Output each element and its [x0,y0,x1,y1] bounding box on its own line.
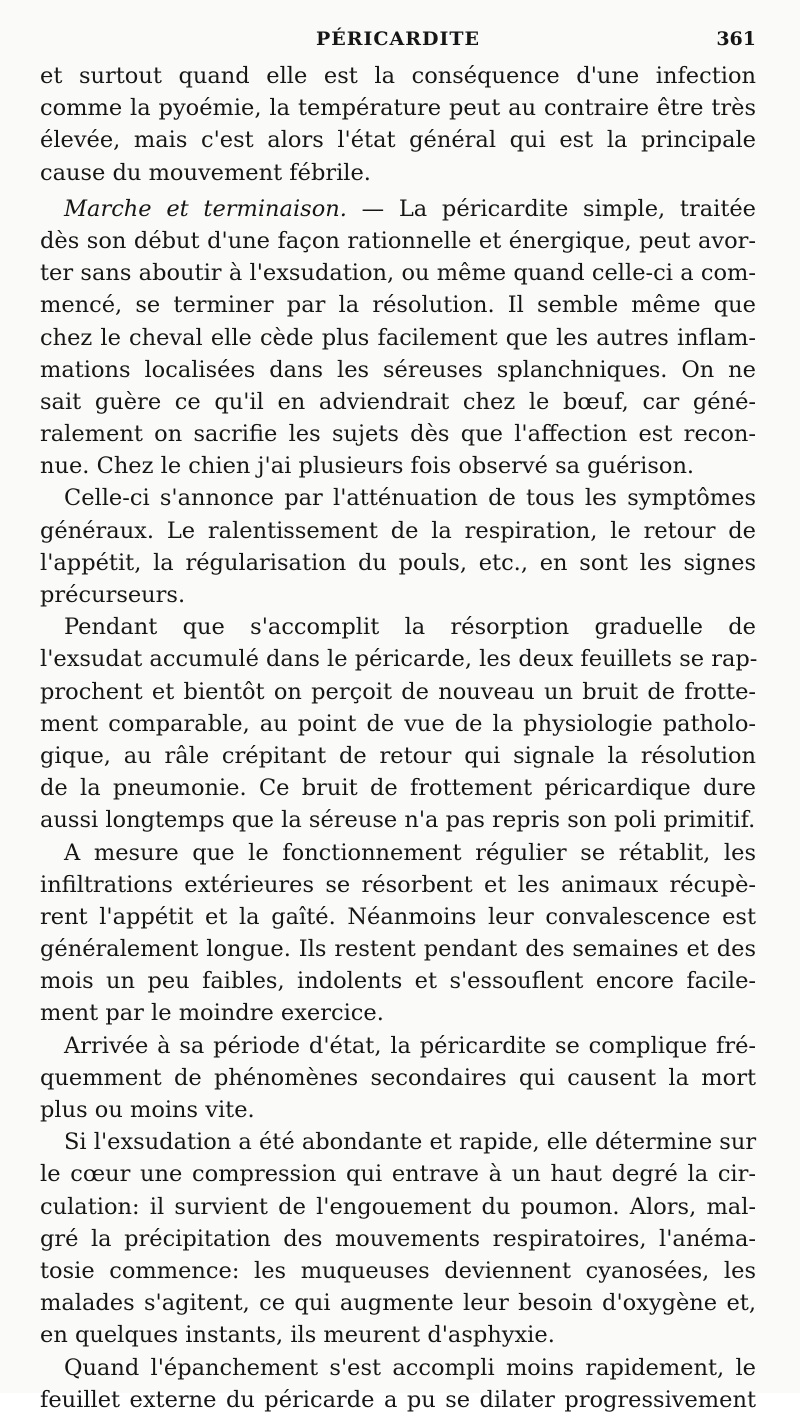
text-line: l'appétit, la régularisation du pouls, etc., en sont les signes [40,549,756,576]
text-line: mations localisées dans les séreuses splanchniques. On ne [40,356,756,383]
section-heading: Marche et terminaison. [64,195,347,222]
text-line: sait guère ce qu'il en adviendrait chez le bœuf, car géné- [40,388,756,415]
text-line: A mesure que le fonctionnement régulier se rétablit, les [64,839,756,866]
text-line: Celle-ci s'annonce par l'atténuation de tous les symptômes [64,485,756,512]
text-line [40,193,756,225]
text-line: Pendant que s'accomplit la résorption graduelle de [64,614,756,641]
text-line: cause du mouvement fébrile. [40,159,371,186]
text-line: chez le cheval elle cède plus facilement que les autres inflam- [40,324,756,351]
text-line: l'exsudat accumulé dans le péricarde, les deux feuillets se rap- [40,646,758,673]
text-line: rent l'appétit et la gaîté. Néanmoins leur convalescence est [40,903,756,930]
text-line: précurseurs. [40,582,186,608]
text-line: en quelques instants, ils meurent d'asphyxie. [40,1322,555,1349]
page-number: 361 [716,28,756,50]
text-line: gré la précipitation des mouvements respiratoires, l'anéma- [40,1225,756,1252]
text-line: généraux. Le ralentissement de la respiration, le retour de [40,517,756,544]
text-line: ralement on sacrifie les sujets dès que l'affection est recon- [40,421,756,448]
text-line: dès son début d'une façon rationnelle et énergique, peut avor- [40,227,756,254]
text-line: tosie commence: les muqueuses deviennent cyanosées, les [40,1257,756,1284]
text-line: culation: il survient de l'engouement du poumon. Alors, mal- [40,1193,756,1220]
text-line: ment par le moindre exercice. [40,1000,384,1027]
text-line: Si l'exsudation a été abondante et rapide, elle détermine sur [64,1129,757,1156]
text-line: ter sans aboutir à l'exsudation, ou même quand celle-ci a com- [40,260,756,287]
text-span: — La péricardite simple, traitée [346,195,756,222]
text-line: généralement longue. Ils restent pendant des semaines et des [40,936,756,963]
text-line: comme la pyoémie, la température peut au contraire être très [40,95,756,122]
text-line: mencé, se terminer par la résolution. Il semble même que [40,292,756,319]
text-line: Arrivée à sa période d'état, la péricardite se complique fré- [64,1032,756,1059]
text-line: nue. Chez le chien j'ai plusieurs fois observé sa guérison. [40,453,695,480]
text-line: le cœur une compression qui entrave à un haut degré la cir- [40,1161,756,1188]
text-line: gique, au râle crépitant de retour qui signale la résolution [40,742,756,769]
text-line: Quand l'épanchement s'est accompli moins rapidement, le [64,1354,756,1381]
text-line: ment comparable, au point de vue de la physiologie patholo- [40,710,756,737]
text-line: aussi longtemps que la séreuse n'a pas repris son poli primitif. [40,807,756,834]
text-line: et surtout quand elle est la conséquence d'une infection [40,63,756,89]
text-line: mois un peu faibles, indolents et s'essouflent encore facile- [40,968,756,995]
text-line: prochent et bientôt on perçoit de nouveau un bruit de frotte- [40,678,756,705]
text-line: infiltrations extérieures se résorbent et les animaux récupè- [40,871,756,898]
running-head [40,28,756,60]
body-text [40,60,756,1416]
text-line: malades s'agitent, ce qui augmente leur besoin d'oxygène et, [40,1290,756,1317]
text-line: quemment de phénomènes secondaires qui causent la mort [40,1064,756,1091]
text-line: feuillet externe du péricarde a pu se dilater progressivement [40,1386,756,1413]
running-title: PÉRICARDITE [315,28,481,50]
text-line: plus ou moins vite. [40,1097,255,1123]
text-line: élevée, mais c'est alors l'état général qui est la principale [40,127,756,154]
text-line: de la pneumonie. Ce bruit de frottement péricardique dure [40,775,756,802]
